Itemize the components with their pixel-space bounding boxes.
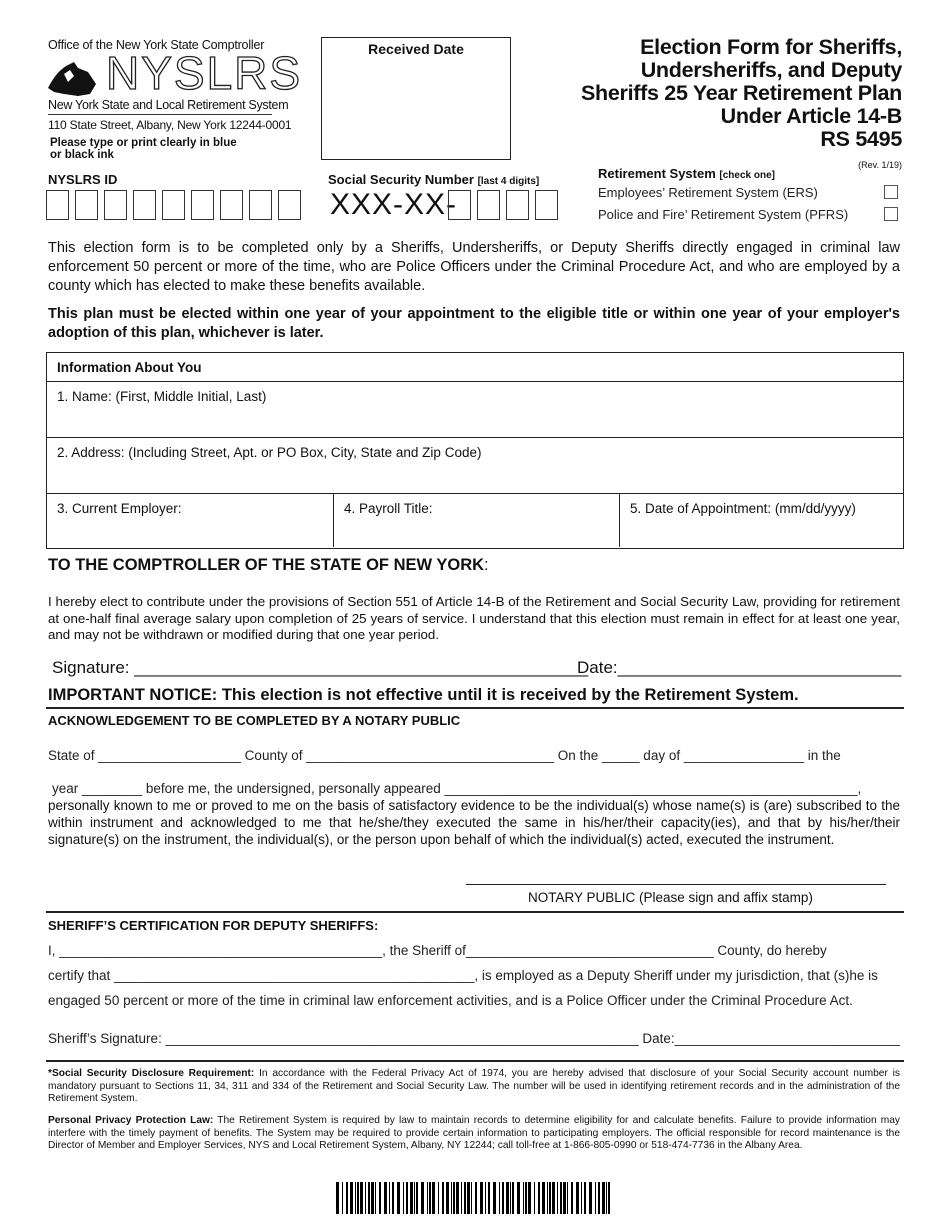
ssn-hint: [last 4 digits] (477, 176, 540, 187)
title-line: Election Form for Sheriffs, (640, 35, 902, 59)
notary-text: personally known to me or proved to me on the basis of satisfactory evidence to be the individual(s) whose name(s) is (are) subscribed to the within instrument and acknowledged to me that he/she/they executed the same in his/her/their capacity(ies), and that by his/her/their signature(s) on the instrument, the individual(s), or the person upon behalf of which the individual(s) acted, executed the instrument. (48, 798, 900, 847)
sheriff-heading: SHERIFF’S CERTIFICATION FOR DEPUTY SHERIFFS: (48, 918, 379, 933)
payroll-field[interactable] (334, 494, 620, 547)
divider (46, 911, 904, 913)
digit-box[interactable] (162, 190, 185, 220)
ssn-disclosure (48, 1068, 900, 1106)
instructions: Please type or print clearly in blue or black ink (50, 137, 237, 161)
system-address: 110 State Street, Albany, New York 12244-0001 (48, 118, 292, 132)
comptroller-heading (48, 556, 489, 575)
option-ers-label: Employees’ Retirement System (ERS) (598, 185, 818, 200)
digit-box[interactable] (191, 190, 214, 220)
privacy-law (48, 1115, 900, 1153)
system-name: New York State and Local Retirement System (48, 98, 289, 112)
important-notice: IMPORTANT NOTICE: This election is not effective until it is received by the Retirement System. (48, 686, 799, 704)
retirement-hint: [check one] (719, 170, 775, 181)
digit-box[interactable] (104, 190, 127, 220)
revision: (Rev. 1/19) (858, 160, 902, 170)
comptroller-heading-text: TO THE COMPTROLLER OF THE STATE OF NEW YORK (48, 556, 485, 574)
title-line: Undersheriffs, and Deputy (640, 58, 902, 82)
digit-box[interactable] (477, 190, 500, 220)
sheriff-line-3: engaged 50 percent or more of the time in criminal law enforcement activities, and is a Police Officer under the Criminal Procedure Act. (48, 993, 853, 1008)
office-name: Office of the New York State Comptroller (48, 38, 265, 52)
digit-box[interactable] (278, 190, 301, 220)
barcode-graphic (336, 1182, 616, 1214)
digit-box[interactable] (448, 190, 471, 220)
sheriff-line-1[interactable]: I, ___________________________________________, the Sheriff of_________________________________ County, do hereby (48, 943, 827, 958)
notary-line-1[interactable]: State of ___________________ County of _________________________________ On the _____ day of ________________ in the (48, 748, 841, 763)
heading-colon: : (484, 556, 489, 574)
payroll-label: 4. Payroll Title: (344, 501, 433, 516)
signature-line[interactable]: Signature: ________________________________________________ (52, 658, 589, 677)
sheriff-signature-line[interactable]: Sheriff’s Signature: _______________________________________________________________ Date:______________________________ (48, 1031, 900, 1046)
address-label: 2. Address: (Including Street, Apt. or PO Box, City, State and Zip Code) (57, 445, 482, 460)
checkbox-pfrs[interactable] (884, 207, 898, 221)
ssn-label-text: Social Security Number (328, 172, 474, 187)
checkbox-ers[interactable] (884, 185, 898, 199)
ssn-label (328, 172, 539, 187)
name-label: 1. Name: (First, Middle Initial, Last) (57, 389, 267, 404)
statue-icon (44, 56, 104, 100)
ssn-disclosure-text: In accordance with the Federal Privacy Act of 1974, you are hereby advised that disclosure of your Social Security account number is mandatory pursuant to Sections 11, 34, 311 and 334 of the Retirement and Social Security Law. The number will be used in identifying retirement records and in the administration of the Retirement System. (48, 1068, 900, 1104)
logo-wordmark: NYSLRS (106, 47, 303, 99)
digit-box[interactable] (75, 190, 98, 220)
notary-line-2[interactable]: year ________ before me, the undersigned, personally appeared _______________________________________________________, (52, 781, 862, 796)
digit-box[interactable] (535, 190, 558, 220)
nyslrs-id-input[interactable] (46, 190, 307, 220)
digit-box[interactable] (46, 190, 69, 220)
address-field[interactable] (47, 438, 903, 494)
appointment-field[interactable] (620, 494, 902, 547)
election-text: I hereby elect to contribute under the provisions of Section 551 of Article 14-B of the Retirement and Social Security Law, providing for retirement at one-half final average salary upon completion of 25 years of service. I understand that this election must remain in effect for at least one year, and may not be withdrawn or modified during that one year period. (48, 594, 900, 642)
name-field[interactable] (47, 382, 903, 438)
title-line: Sheriffs 25 Year Retirement Plan (580, 81, 902, 105)
barcode (336, 1182, 616, 1214)
divider (48, 114, 272, 115)
option-pfrs-label: Police and Fire’ Retirement System (PFRS) (598, 207, 849, 222)
divider (46, 1060, 904, 1062)
digit-box[interactable] (220, 190, 243, 220)
retirement-system-label (598, 166, 775, 181)
digit-box[interactable] (133, 190, 156, 220)
form-title (522, 36, 902, 151)
privacy-text: The Retirement System is required by law to maintain records to determine eligibility for and calculate benefits. Failure to provide information may interfere with the timely payment of benefits. The System may be required to provide certain information to participating employers. The official responsible for record maintenance is the Director of Member and Employer Services, NYS and Local Retirement System, Albany, NY 12244; call toll-free at 1-866-805-0990 or 518-474-7736 in the Albany Area. (48, 1115, 901, 1151)
digit-box[interactable] (249, 190, 272, 220)
nyslrs-logo (44, 47, 303, 100)
nyslrs-id-label: NYSLRS ID (48, 172, 118, 187)
date-line[interactable]: Date:______________________________ (577, 658, 902, 677)
retirement-label-text: Retirement System (598, 166, 716, 181)
notary-heading: ACKNOWLEDGEMENT TO BE COMPLETED BY A NOTARY PUBLIC (48, 713, 461, 728)
deadline-paragraph: This plan must be elected within one year of your appointment to the eligible title or within one year of your employer's adoption of this plan, whichever is later. (48, 306, 900, 341)
ssn-prefix: XXX-XX- (330, 188, 458, 221)
info-heading: Information About You (57, 360, 202, 375)
divider (46, 707, 904, 709)
info-section (46, 352, 904, 549)
appointment-label: 5. Date of Appointment: (mm/dd/yyyy) (630, 501, 856, 516)
ssn-input[interactable] (448, 190, 564, 220)
digit-box[interactable] (506, 190, 529, 220)
employer-label: 3. Current Employer: (57, 501, 182, 516)
sheriff-line-2[interactable]: certify that ________________________________________________, is employed as a Deputy Sheriff under my jurisdiction, that (s)he is (48, 968, 878, 983)
notary-caption: NOTARY PUBLIC (Please sign and affix stamp) (528, 890, 813, 905)
received-date-label: Received Date (368, 41, 464, 57)
info-header (47, 353, 903, 382)
form-number: RS 5495 (820, 127, 902, 151)
ssn-disclosure-title: *Social Security Disclosure Requirement: (48, 1068, 255, 1079)
privacy-title: Personal Privacy Protection Law: (48, 1115, 214, 1126)
received-date-box (321, 37, 511, 160)
intro-paragraph: This election form is to be completed only by a Sheriffs, Undersheriffs, or Deputy Sheriffs directly engaged in criminal law enforcement 50 percent or more of the time, who are Police Officers under the Criminal Procedure Act, and who are employed by a county which has elected to make these benefits available. (48, 240, 900, 294)
title-line: Under Article 14-B (720, 104, 902, 128)
employer-field[interactable] (47, 494, 334, 547)
notary-signature-line[interactable] (466, 884, 886, 885)
